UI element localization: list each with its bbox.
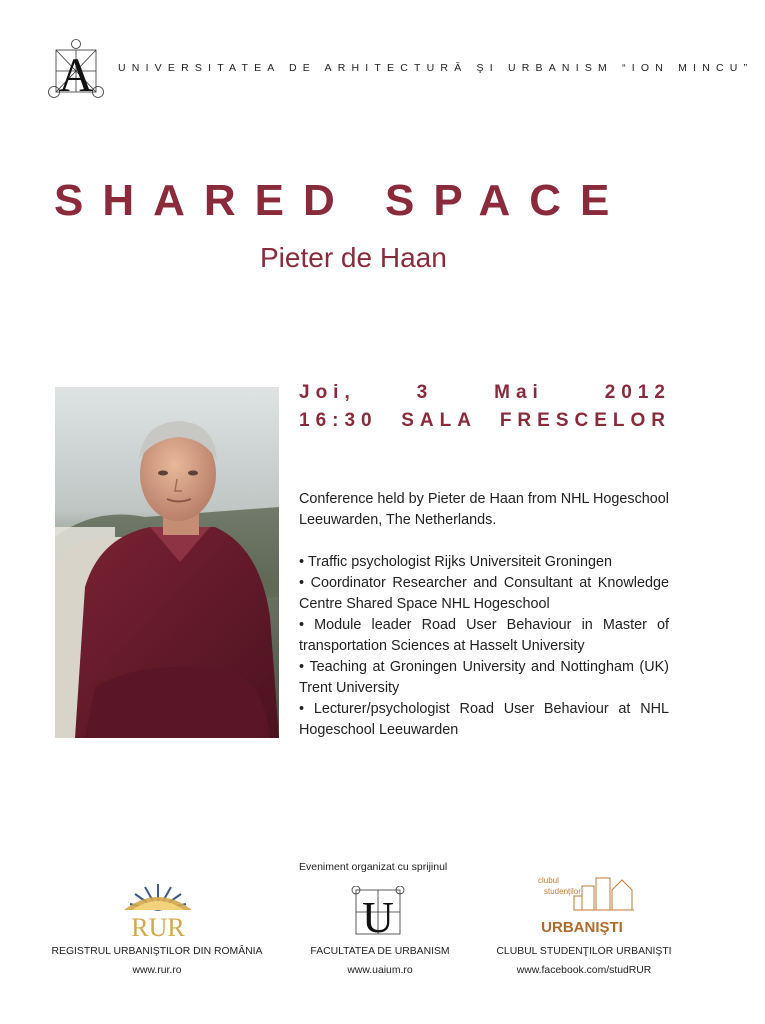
list-item: • Coordinator Researcher and Consultant at Knowledge Centre Shared Space NHL Hogeschool <box>299 573 669 615</box>
rur-sunburst-icon <box>118 880 198 940</box>
rur-name: REGISTRUL URBANIŞTILOR DIN ROMÂNIA <box>51 946 263 957</box>
date-year: 2012 <box>604 382 671 403</box>
rur-url[interactable]: www.rur.ro <box>132 965 182 976</box>
faculty-name: FACULTATEA DE URBANISM <box>310 946 450 957</box>
event-time-place <box>299 410 671 432</box>
list-item: • Teaching at Groningen University and Nottingham (UK) Trent University <box>299 657 669 699</box>
speaker-photo <box>55 387 279 738</box>
svg-text:A: A <box>58 49 94 100</box>
speaker-name: Pieter de Haan <box>260 242 447 273</box>
institution-name: UNIVERSITATEA DE ARHITECTURĂ ŞI URBANISM “ION MINCU” <box>118 62 754 74</box>
date-weekday: Joi, <box>299 382 356 403</box>
rur-logo-text: RUR <box>131 913 185 940</box>
club-name: CLUBUL STUDENŢILOR URBANIŞTI <box>496 946 672 957</box>
list-item: • Lecturer/psychologist Road User Behaviour at NHL Hogeschool Leeuwarden <box>299 699 669 741</box>
club-logo-small-2: studenţilor <box>544 887 581 896</box>
list-item: • Traffic psychologist Rijks Universiteit Groningen <box>299 552 669 573</box>
club-logo-small-1: clubul <box>538 876 559 885</box>
venue-word-1: SALA <box>401 410 477 431</box>
city-buildings-icon <box>530 870 636 938</box>
event-time: 16:30 <box>299 410 378 431</box>
date-day: 3 <box>416 382 434 403</box>
event-date <box>299 382 671 404</box>
club-url[interactable]: www.facebook.com/studRUR <box>516 965 652 976</box>
venue-word-2: FRESCELOR <box>499 410 672 431</box>
faculty-url[interactable]: www.uaium.ro <box>347 965 413 976</box>
list-item: • Module leader Road User Behaviour in Master of transportation Sciences at Hasselt University <box>299 615 669 657</box>
faculty-u-monogram-icon <box>350 886 406 938</box>
sponsor-intro: Eveniment organizat cu sprijinul <box>299 861 448 873</box>
description-intro: Conference held by Pieter de Haan from NHL Hogeschool Leeuwarden, The Netherlands. <box>299 491 669 528</box>
svg-text:U: U <box>362 893 394 938</box>
event-title: SHARED SPACE <box>54 176 629 225</box>
date-month: Mai <box>494 382 544 403</box>
description <box>299 489 669 741</box>
bio-list <box>299 552 669 741</box>
club-logo-text: URBANIŞTI <box>541 919 623 936</box>
university-a-monogram-icon <box>46 38 106 100</box>
